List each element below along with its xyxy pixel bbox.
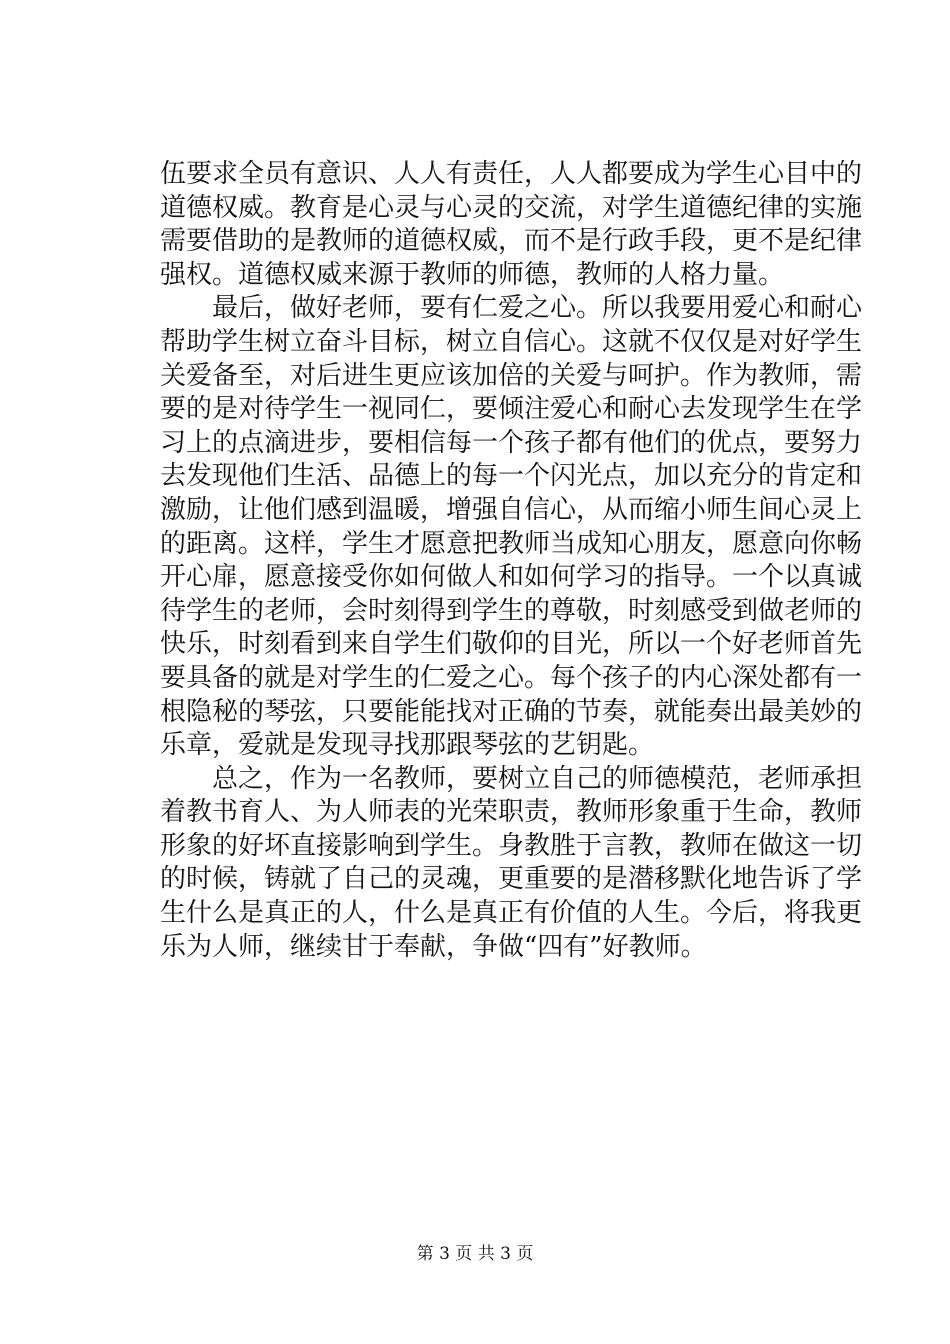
text-line: 的距离。这样，学生才愿意把教师当成知心朋友，愿意向你畅 [160, 528, 863, 559]
text-line: 着教书育人、为人师表的光荣职责，教师形象重于生命，教师 [160, 797, 863, 828]
text-line: 激励，让他们感到温暖，增强自信心，从而缩小师生间心灵上 [160, 494, 863, 525]
text-line: 强权。道德权威来源于教师的师德，教师的人格力量。 [160, 259, 785, 290]
text-line: 要的是对待学生一视同仁，要倾注爱心和耐心去发现学生在学 [160, 394, 863, 425]
text-line: 根隐秘的琴弦，只要能能找对正确的节奏，就能奏出最美妙的 [160, 696, 863, 727]
text-line: 最后，做好老师，要有仁爱之心。所以我要用爱心和耐心 [160, 293, 863, 324]
text-line: 习上的点滴进步，要相信每一个孩子都有他们的优点，要努力 [160, 427, 863, 458]
text-line: 生什么是真正的人，什么是真正有价值的人生。今后，将我更 [160, 898, 863, 929]
text-line: 快乐，时刻看到来自学生们敬仰的目光，所以一个好老师首先 [160, 629, 863, 660]
text-line: 开心扉，愿意接受你如何做人和如何学习的指导。一个以真诚 [160, 562, 863, 593]
page-number-footer: 第 3 页 共 3 页 [416, 1244, 534, 1264]
text-line: 形象的好坏直接影响到学生。身教胜于言教，教师在做这一切 [160, 830, 863, 861]
text-line: 乐章，爱就是发现寻找那跟琴弦的艺钥匙。 [160, 730, 655, 761]
text-line: 道德权威。教育是心灵与心灵的交流，对学生道德纪律的实施 [160, 192, 863, 223]
text-line: 待学生的老师，会时刻得到学生的尊敬，时刻感受到做老师的 [160, 595, 863, 626]
text-line: 需要借助的是教师的道德权威，而不是行政手段，更不是纪律 [160, 226, 863, 257]
text-line: 乐为人师，继续甘于奉献，争做“四有”好教师。 [160, 931, 707, 962]
text-line: 关爱备至，对后进生更应该加倍的关爱与呵护。作为教师，需 [160, 360, 863, 391]
text-line: 的时候，铸就了自己的灵魂，更重要的是潜移默化地告诉了学 [160, 864, 863, 895]
body-text [160, 158, 863, 964]
text-line: 要具备的就是对学生的仁爱之心。每个孩子的内心深处都有一 [160, 662, 863, 693]
text-line: 帮助学生树立奋斗目标，树立自信心。这就不仅仅是对好学生 [160, 326, 863, 357]
text-line: 去发现他们生活、品德上的每一个闪光点，加以充分的肯定和 [160, 461, 863, 492]
text-line: 总之，作为一名教师，要树立自己的师德模范，老师承担 [160, 763, 863, 794]
text-line: 伍要求全员有意识、人人有责任，人人都要成为学生心目中的 [160, 159, 863, 189]
